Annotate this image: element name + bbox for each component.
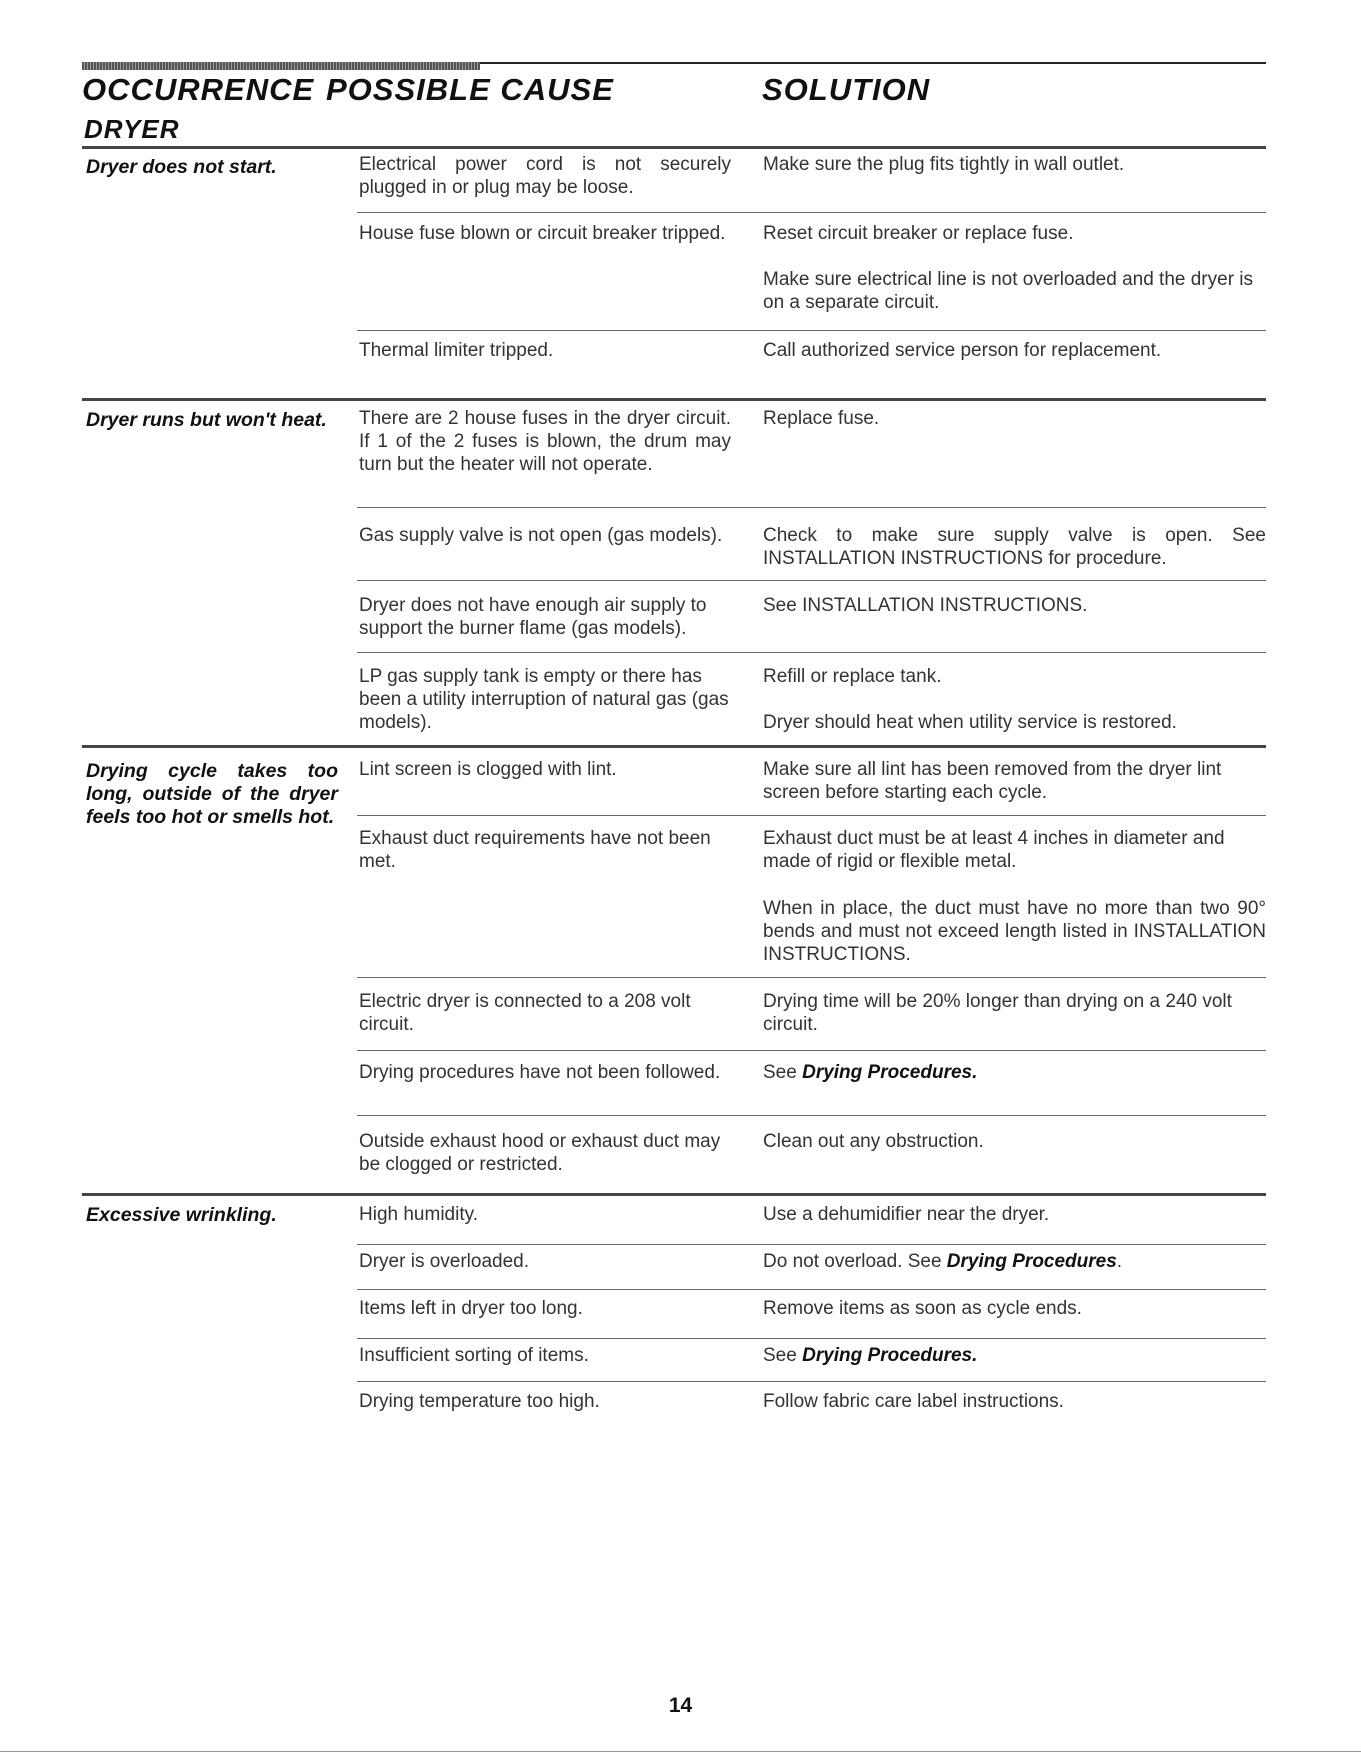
occurrence-drying-cycle-too-long: Drying cycle takes too long, outside of the dryer feels too hot or smells hot. xyxy=(86,760,338,828)
page-number: 14 xyxy=(668,1694,693,1717)
solution-text-end: . xyxy=(1116,1251,1123,1272)
cause-cell: Dryer is overloaded. xyxy=(359,1251,530,1272)
solution-cell: Call authorized service person for replacement. xyxy=(763,340,1162,361)
cause-cell: There are 2 house fuses in the dryer circuit. If 1 of the 2 fuses is blown, the drum may turn but the heater will not operate. xyxy=(359,408,731,475)
bottom-edge-rule xyxy=(0,1751,1361,1752)
solution-cell: Remove items as soon as cycle ends. xyxy=(763,1298,1082,1319)
cause-cell: Insufficient sorting of items. xyxy=(359,1345,589,1366)
cause-cell: LP gas supply tank is empty or there has been a utility interruption of natural gas (gas models). xyxy=(359,666,729,733)
header-occurrence: OCCURRENCE xyxy=(82,72,315,107)
solution-cell: See INSTALLATION INSTRUCTIONS. xyxy=(763,595,1088,616)
row-divider xyxy=(357,977,1266,978)
cause-cell: High humidity. xyxy=(359,1204,478,1225)
drying-procedures-reference: Drying Procedures. xyxy=(802,1062,978,1083)
cause-cell: House fuse blown or circuit breaker tripped. xyxy=(359,223,726,244)
row-divider xyxy=(357,1338,1266,1339)
solution-cell: Refill or replace tank. xyxy=(763,666,942,687)
cause-cell: Drying temperature too high. xyxy=(359,1391,600,1412)
group-divider xyxy=(82,146,1266,149)
solution-cell xyxy=(763,1061,1266,1084)
solution-cell: Make sure the plug fits tightly in wall outlet. xyxy=(763,154,1125,175)
solution-cell: Drying time will be 20% longer than drying on a 240 volt circuit. xyxy=(763,991,1232,1035)
solution-text: Do not overload. See xyxy=(763,1251,942,1272)
row-divider xyxy=(357,1050,1266,1051)
row-divider xyxy=(357,815,1266,816)
section-title-dryer: DRYER xyxy=(84,114,180,144)
cause-cell: Thermal limiter tripped. xyxy=(359,340,554,361)
solution-text: See xyxy=(763,1345,797,1366)
solution-text: See xyxy=(763,1062,797,1083)
drying-procedures-reference: Drying Procedures xyxy=(946,1251,1117,1272)
occurrence-dryer-runs-but-wont-heat: Dryer runs but won't heat. xyxy=(86,409,327,431)
solution-cell: Make sure electrical line is not overloaded and the dryer is on a separate circuit. xyxy=(763,269,1254,313)
group-divider xyxy=(82,745,1266,748)
cause-cell: Lint screen is clogged with lint. xyxy=(359,759,617,780)
occurrence-dryer-does-not-start: Dryer does not start. xyxy=(86,156,277,178)
solution-cell: Clean out any obstruction. xyxy=(763,1131,984,1152)
solution-cell: Make sure all lint has been removed from the dryer lint screen before starting each cycle. xyxy=(763,759,1222,803)
occurrence-excessive-wrinkling: Excessive wrinkling. xyxy=(86,1204,277,1226)
row-divider xyxy=(357,507,1266,508)
cause-cell: Gas supply valve is not open (gas models). xyxy=(359,525,723,546)
cause-cell: Dryer does not have enough air supply to support the burner flame (gas models). xyxy=(359,595,707,639)
header-solution: SOLUTION xyxy=(762,72,931,107)
solution-cell: Follow fabric care label instructions. xyxy=(763,1391,1064,1412)
header-possible-cause: POSSIBLE CAUSE xyxy=(326,72,614,107)
drying-procedures-reference: Drying Procedures. xyxy=(802,1345,978,1366)
solution-cell xyxy=(763,1344,1266,1367)
solution-cell xyxy=(763,1250,1266,1273)
cause-cell: Electric dryer is connected to a 208 volt circuit. xyxy=(359,991,691,1035)
top-rule-accent xyxy=(82,62,480,70)
row-divider xyxy=(357,1244,1266,1245)
row-divider xyxy=(357,1289,1266,1290)
cause-cell: Drying procedures have not been followed. xyxy=(359,1062,721,1083)
solution-cell: When in place, the duct must have no more than two 90° bends and must not exceed length listed in INSTALLATION INSTRUCTIONS. xyxy=(763,898,1266,965)
cause-cell: Items left in dryer too long. xyxy=(359,1298,583,1319)
row-divider xyxy=(357,652,1266,653)
cause-cell: Electrical power cord is not securely plugged in or plug may be loose. xyxy=(359,154,731,198)
row-divider xyxy=(357,212,1266,213)
group-divider xyxy=(82,1193,1266,1196)
group-divider xyxy=(82,398,1266,401)
row-divider xyxy=(357,1115,1266,1116)
solution-cell: Reset circuit breaker or replace fuse. xyxy=(763,223,1074,244)
cause-cell: Outside exhaust hood or exhaust duct may be clogged or restricted. xyxy=(359,1131,721,1175)
row-divider xyxy=(357,1381,1266,1382)
row-divider xyxy=(357,330,1266,331)
cause-cell: Exhaust duct requirements have not been met. xyxy=(359,828,711,872)
row-divider xyxy=(357,580,1266,581)
solution-cell: Dryer should heat when utility service is restored. xyxy=(763,712,1177,733)
solution-cell: Use a dehumidifier near the dryer. xyxy=(763,1204,1050,1225)
solution-cell: Check to make sure supply valve is open. See INSTALLATION INSTRUCTIONS for procedure. xyxy=(763,525,1266,569)
solution-cell: Exhaust duct must be at least 4 inches in diameter and made of rigid or flexible metal. xyxy=(763,828,1225,872)
solution-cell: Replace fuse. xyxy=(763,408,880,429)
